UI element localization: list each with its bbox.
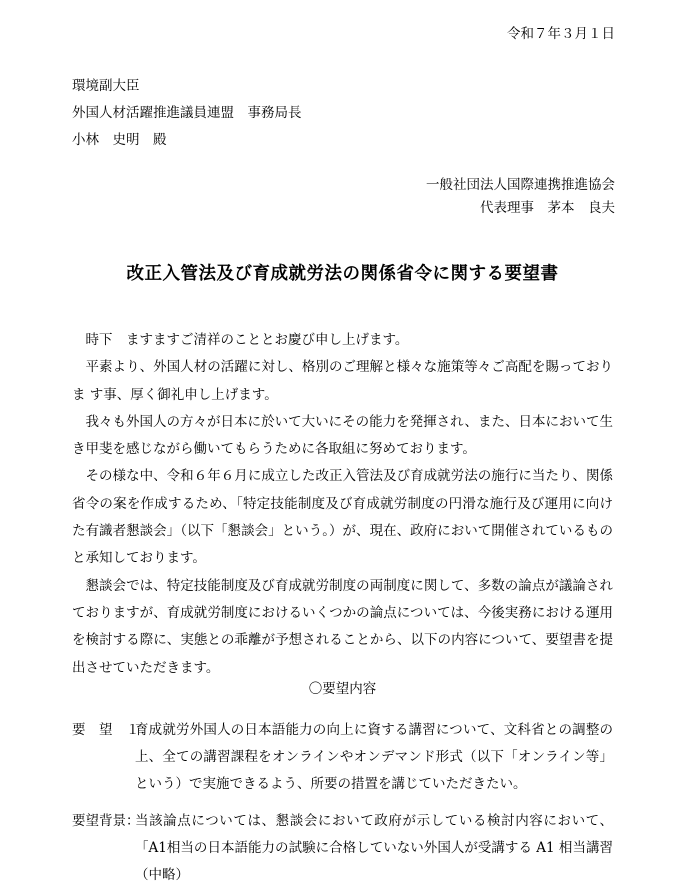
request-text: 育成就労外国人の日本語能力の向上に資する講習について、文科省との調整の上、全ての講習課程をオンラインやオンデマンド形式（以下「オンライン等」という）で実施できるよう、所要の措置を講じていただきたい。 [135,722,613,792]
background-label: 要望背景： [72,813,140,829]
paragraph-purpose: 懇談会では、特定技能制度及び育成就労制度の両制度に関して、多数の論点が議論されておりますが、育成就労制度におけるいくつかの論点については、今後実務における運用を検討する際に、実態との乖離が予想されることから、以下の内容について、要望書を提出させていただきます。 [72,577,613,676]
request-item-1 [72,717,613,798]
paragraph-efforts: 我々も外国人の方々が日本に於いて大いにその能力を発揮され、また、日本において生き甲斐を感じながら働いてもらうために各取組に努めております。 [72,413,613,458]
paragraph-gratitude: 平素より、外国人材の活躍に対し、格別のご理解と様々な施策等々ご高配を賜っておりま す事、厚く御礼申し上げます。 [72,359,613,403]
document-date: 令和７年３月１日 [507,26,615,42]
sender-organization: 一般社団法人国際連携推進協会 [426,177,615,193]
paragraph-greeting: 時下 ますますご清祥のこととお慶び申し上げます。 [85,332,409,348]
background-text: 当該論点については、懇談会において政府が示している検討内容において、「A1相当の日本語能力の試験に合格していない外国人が受講する A1 相当講習（中略） [135,813,613,883]
request-label: 要 望 １： [72,722,153,738]
recipient-organization: 外国人材活躍推進議員連盟 事務局長 [72,105,302,121]
recipient-title: 環境副大臣 [72,78,140,94]
document-title: 改正入管法及び育成就労法の関係省令に関する要望書 [126,264,559,284]
sender-representative: 代表理事 茅本 良夫 [480,200,615,216]
body-text [72,327,613,682]
recipient-name: 小林 史明 殿 [72,132,167,148]
section-heading: 〇要望内容 [308,681,377,697]
request-background [72,808,613,889]
paragraph-context: その様な中、令和６年６月に成立した改正入管法及び育成就労法の施行に当たり、関係省令の案を作成するため、「特定技能制度及び育成就労制度の円滑な施行及び運用に向けた有識者懇談会」（以下「懇談会」という。）が、現在、政府において開催されているものと承知しております。 [72,468,613,567]
